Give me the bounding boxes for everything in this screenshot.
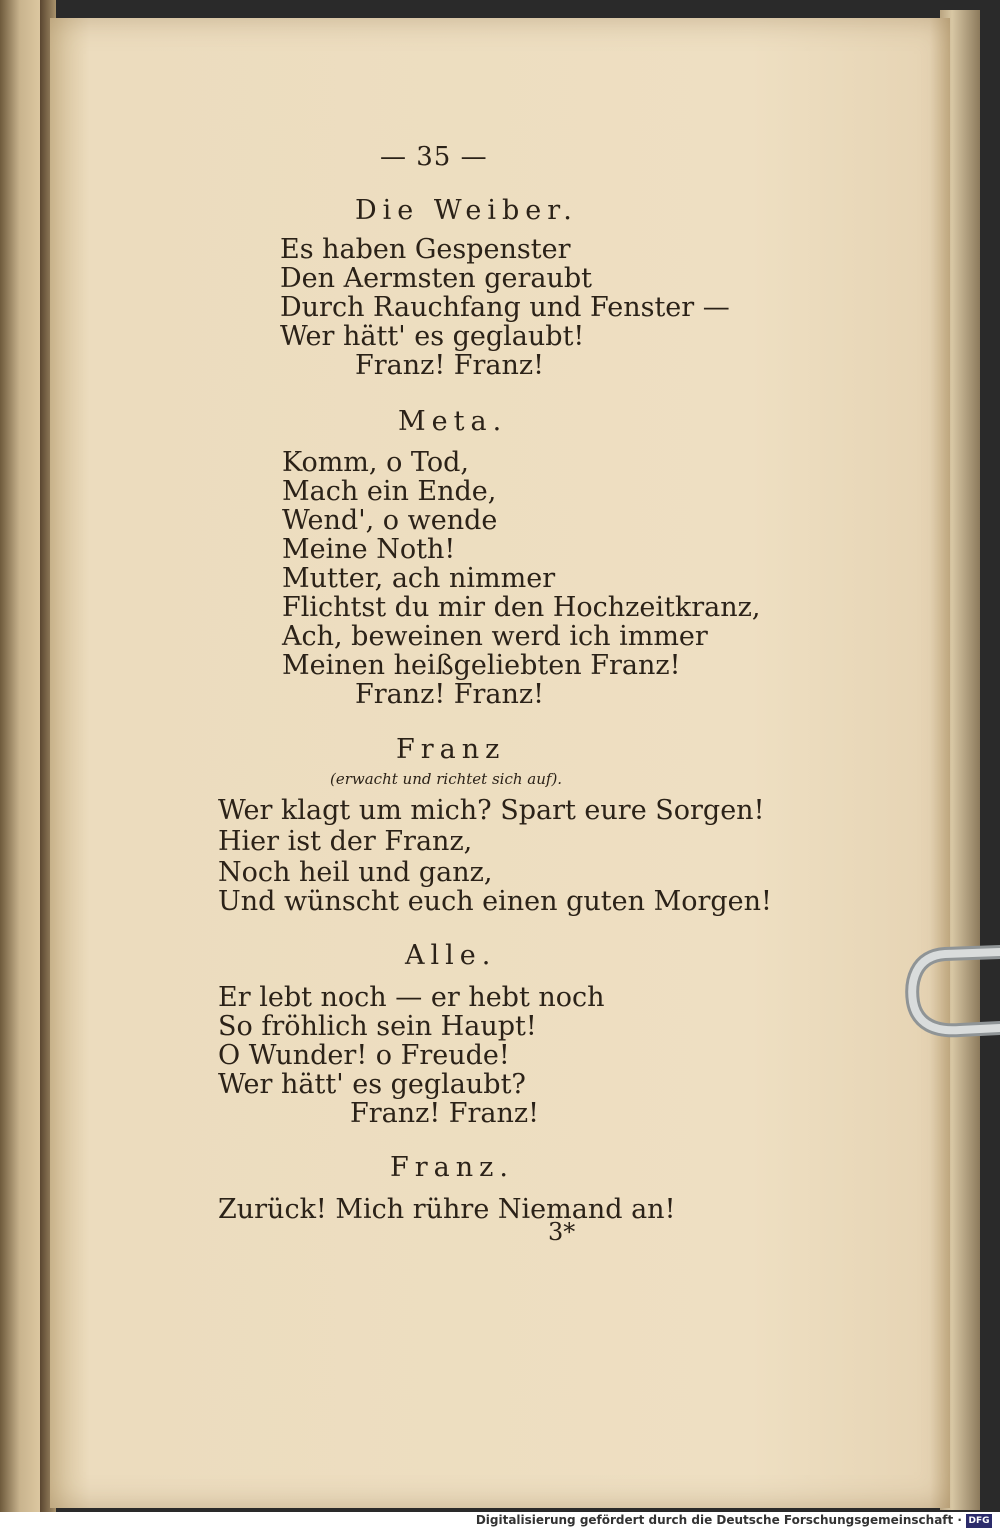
stage-direction: (erwacht und richtet sich auf).: [330, 770, 563, 788]
page-number: — 35 —: [380, 142, 488, 172]
verse-line: Mutter, ach nimmer: [282, 563, 556, 594]
verse-line: Meinen heißgeliebten Franz!: [282, 650, 681, 681]
verse-line: Wer klagt um mich? Spart eure Sorgen!: [218, 795, 765, 826]
verse-line: Franz! Franz!: [355, 679, 544, 710]
speaker-heading: Meta.: [398, 406, 508, 437]
verse-line: Und wünscht euch einen guten Morgen!: [218, 886, 772, 917]
verse-line: Hier ist der Franz,: [218, 826, 473, 857]
verse-line: Flichtst du mir den Hochzeitkranz,: [282, 592, 761, 623]
verse-line: Ach, beweinen werd ich immer: [282, 621, 708, 652]
verse-line: Mach ein Ende,: [282, 476, 497, 507]
verse-line: Wer hätt' es geglaubt?: [218, 1069, 526, 1100]
speaker-heading: Alle.: [405, 940, 497, 971]
signature-mark: 3*: [548, 1218, 576, 1246]
footer-bar: [0, 1512, 1000, 1531]
speaker-heading: Franz.: [390, 1152, 514, 1183]
verse-line: Komm, o Tod,: [282, 447, 469, 478]
verse-line: Franz! Franz!: [355, 350, 544, 381]
footer-text: Digitalisierung gefördert durch die Deutsche Forschungsgemeinschaft ·: [475, 1513, 962, 1527]
verse-line: Wer hätt' es geglaubt!: [280, 321, 585, 352]
verse-line: Wend', o wende: [282, 505, 498, 536]
dfg-logo: DFG: [966, 1514, 992, 1528]
verse-line: Zurück! Mich rühre Niemand an!: [218, 1194, 676, 1225]
verse-line: Den Aermsten geraubt: [280, 263, 593, 294]
verse-line: Er lebt noch — er hebt noch: [218, 982, 605, 1013]
verse-line: Noch heil und ganz,: [218, 857, 493, 888]
speaker-heading: Die Weiber.: [355, 195, 578, 226]
verse-line: Franz! Franz!: [350, 1098, 539, 1129]
paper-clip-icon: [905, 942, 1000, 1042]
verse-line: Durch Rauchfang und Fenster —: [280, 292, 730, 323]
verse-line: Meine Noth!: [282, 534, 456, 565]
verse-line: Es haben Gespenster: [280, 234, 571, 265]
verse-line: O Wunder! o Freude!: [218, 1040, 510, 1071]
verse-line: So fröhlich sein Haupt!: [218, 1011, 537, 1042]
speaker-heading: Franz: [396, 734, 506, 765]
